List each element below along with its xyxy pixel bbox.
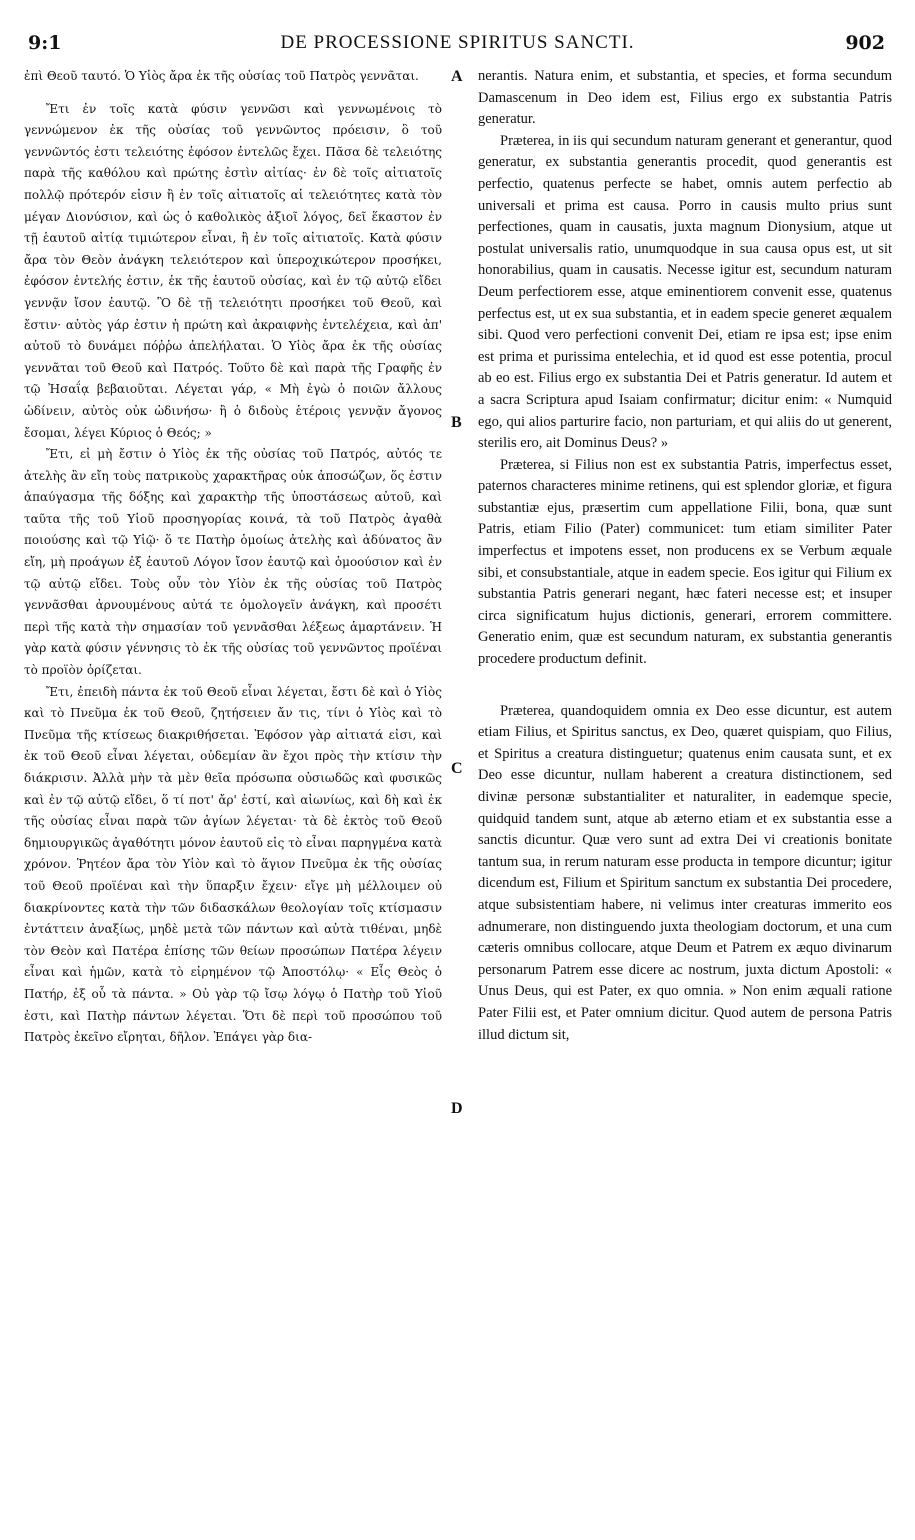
greek-paragraph: Ἔτι, ἐπειδὴ πάντα ἐκ τοῦ Θεοῦ εἶναι λέγεται, ἔστι δὲ καὶ ὁ Υἱὸς καὶ τὸ Πνεῦμα ἐκ τοῦ Θεοῦ, ζητήσειεν ἄν τις, τίνι ὁ Υἱὸς καὶ τὸ Πνεῦμα τῆς κτίσεως διακριθήσεται. Ἐφόσον γὰρ αἰτιατά εἰσι, καὶ ἐκ τοῦ Θεοῦ εἶναι λέγεται, οὐδεμίαν ἂν ἔχοι πρὸς τὴν κτίσιν τὴν διάκρισιν. Ἀλλὰ μὴν τὰ μὲν θεῖα πρόσωπα οὐσιωδῶς καὶ φυσικῶς καὶ ἐν τῷ αὐτῷ εἴδει, ὅ τί ποτ' ἄρ' ἐστί, καὶ αἰωνίως, καὶ δὴ καὶ ἐκ τῆς οὐσίας εἶναι παρὰ τῶν ἁγίων λέγεται· τὰ δὲ ἐκτὸς τοῦ Θεοῦ δημιουργικῶς ἀγαθότητι μόνον ἑαυτοῦ εἰς τὸ εἶναι παρηγμένα κατὰ χρόνον. Ῥητέον ἄρα τὸν Υἱὸν καὶ τὸ ἅγιον Πνεῦμα ἐκ τῆς οὐσίας τοῦ Θεοῦ προϊέναι καὶ τὴν ὕπαρξιν ἔχειν· εἴγε μὴ μέλλοιμεν οὐ διακρίνοντες κατὰ τὴν τῶν διδασκάλων θεολογίαν τοῖς κτίσμασιν ἐντάττειν ἀναξίως, μηδὲ μετὰ τῶν πάντων καὶ αὐτὰ τιθέναι, μηδὲ τὸν Θεὸν καὶ Πατέρα ἐπίσης τῶν θείων προσώπων Πατέρα λέγειν εἶναι καὶ ἡμῶν, κατὰ τὸ εἰρημένον τῷ Ἀποστόλῳ· « Εἷς Θεὸς ὁ Πατήρ, ἐξ οὗ τὰ πάντα. » Οὐ γὰρ τῷ ἴσῳ λόγῳ ὁ Πατὴρ τοῦ Υἱοῦ ἐστι, καὶ Πατὴρ πάντων λέγεται. Ὅτι δὲ περὶ τοῦ προσώπου τοῦ Πατρὸς ἐκεῖνο εἴρηται, δῆλον. Ἐπάγει γὰρ δια-: [24, 684, 442, 1045]
margin-marker-a: A: [451, 68, 463, 85]
latin-paragraph: Præterea, quandoquidem omnia ex Deo esse dicuntur, est autem etiam Filius, et Spiritus sanctus, ex Deo, quæret quispiam, quo Filius, et Spiritus a creatura distinguetur; quatenus enim causata sunt, et ex Deo esse dicuntur, nullam haberent a creatura distinctionem, sed divinæ personæ substantialiter et naturaliter, in eademque specie, quidquid tandem sunt, atque ab æterno etiam et ex substantia esse a sanctis dicuntur. Quæ vero sunt ad extra Dei vi creationis bonitate tantum sua, in rerum naturam esse producta in tempore dicuntur; igitur dicendum est, Filium et Spiritum sanctum ex substantia Dei procedere, atque subsistentiam habere, ni velimus inter creaturas immerito eos adnumerare, non distinguendo juxta theologiam doctorum, et una cum cæteris omnibus collocare, atque Deum et Patrem ex æquo divinarum personarum Patrem esse dicere ac nostrum, juxta dictum Apostoli: « Unus Deus, qui est Pater, ex quo omnia. » Non enim æquali ratione Pater Filii est, et Pater omnium dicitur. Quod autem de persona Patris illud dictum sit,: [478, 702, 892, 1043]
greek-paragraph: ἐπὶ Θεοῦ ταυτό. Ὁ Υἱὸς ἄρα ἐκ τῆς οὐσίας τοῦ Πατρὸς γεννᾶται.: [24, 69, 419, 83]
greek-paragraph: Ἔτι ἐν τοῖς κατὰ φύσιν γεννῶσι καὶ γεννωμένοις τὸ γεννώμενον ἐκ τῆς οὐσίας τοῦ γεννῶντος πρόεισιν, ὃ τοῦ γεννῶντός ἐστι τελειότης ἐφόσον ἐντελῶς ἔχει. Πᾶσα δὲ τελειότης παρὰ τῆς καθόλου καὶ πρώτης ἐστὶν αἰτίας· ἐν δὲ τοῖς αἰτιατοῖς πολλῷ πρότερόν εἰσιν ἢ ἐν τοῖς αἰτιατοῖς αἱ τελειότητες κατὰ τὸν μέγαν Διονύσιον, καὶ ὡς ὁ καθολικὸς ἀξιοῖ λόγος, δεῖ ἕκαστον ἐν τῇ ἑαυτοῦ αἰτίᾳ τιμιώτερον εἶναι, ἢ ἐν τοῖς αἰτιατοῖς. Κατὰ φύσιν ἄρα τὸν Θεὸν ἀνάγκη τελειότερον καὶ ὑπεροχικώτερον προσήκει, ἐφόσον ἐντελής ἐστιν, ἐκ τῆς ἑαυτοῦ οὐσίας, καὶ ἐν τῷ αὐτῷ εἴδει γεννᾷν ἴσον ἑαυτῷ. Ὃ δὲ τῇ τελειότητι προσήκει τοῦ Θεοῦ, καὶ ἔστιν· αὐτὸς γάρ ἐστιν ἡ πρώτη καὶ ἀκραιφνὴς ἐντελέχεια, καὶ ἀπ' αὐτοῦ τὸ δυνάμει πόῤῥω ἀπελήλαται. Ὁ Υἱὸς ἄρα ἐκ τῆς οὐσίας γεννᾶται τοῦ Θεοῦ καὶ Πατρός. Τοῦτο δὲ καὶ παρὰ τῆς Γραφῆς ἐν τῷ Ἠσαΐᾳ βεβαιοῦται. Λέγεται γάρ, « Μὴ ἐγὼ ὁ ποιῶν ἄλλους ὠδίνειν, αὐτὸς οὐκ ὠδινήσω· ἢ ὁ διδοὺς ἑτέροις γεννᾷν ἄγονος ἔσομαι, λέγει Κύριος ὁ Θεός; »: [24, 101, 442, 440]
margin-marker-b: B: [451, 414, 462, 431]
latin-paragraph: nerantis. Natura enim, et substantia, et species, et forma secundum Damascenum in Deo idem est, Filius ergo ex substantia Patris generatur.: [478, 68, 892, 128]
latin-column: [478, 66, 892, 1046]
greek-paragraph: Ἔτι, εἰ μὴ ἔστιν ὁ Υἱὸς ἐκ τῆς οὐσίας τοῦ Πατρός, αὐτός τε ἀτελὴς ἂν εἴη τοὺς πατρικοὺς χαρακτῆρας οὐκ ἀποσώζων, ὅς ἐστιν ἀπαύγασμα τῆς δόξης καὶ χαρακτὴρ τῆς ὑποστάσεως αὐτοῦ, καὶ ταῦτα τῆς τοῦ Υἱοῦ προσηγορίας κοινά, τὰ τοῦ Πατρὸς ἀγαθὰ ποιούσης καὶ τῷ Υἱῷ· ὅ τε Πατὴρ ὁμοίως ἀτελὴς καὶ ἀδύνατος ἂν εἴη, μὴ προάγων ἐξ ἑαυτοῦ Λόγον ἴσον ἑαυτῷ καὶ ὁμοούσιον καὶ ἐν τῷ αὐτῷ εἴδει. Τοὺς οὖν τὸν Υἱὸν ἐκ τῆς οὐσίας τοῦ Πατρὸς γεννᾶσθαι ἀρνουμένους αὐτά τε ὁμολογεῖν ἀνάγκη, καὶ προσέτι περὶ τῆς κατὰ τὴν σημασίαν τοῦ γεννᾶσθαι λέξεως ἁμαρτάνειν. Ἡ γὰρ κατὰ φύσιν γέννησις τὸ ἐκ τῆς οὐσίας τοῦ γεννῶντος προϊέναι τὸ προϊὸν ὁρίζεται.: [24, 447, 442, 678]
page-number-right: 902: [845, 32, 885, 54]
page-number-left: 9:1: [28, 32, 62, 54]
margin-marker-c: C: [451, 760, 463, 777]
margin-marker-d: D: [451, 1100, 463, 1117]
greek-column: [24, 66, 442, 1049]
running-title: DE PROCESSIONE SPIRITUS SANCTI.: [280, 32, 635, 53]
latin-paragraph: Præterea, in iis qui secundum naturam generant et generantur, quod generatur, ex substantia generantis procedit, quod generantis est perfectio, quatenus perfecte se habet, omnis autem perfectio ab universali et prima est causa. Porro in causis multo prius sunt perfectiones, quam in causatis, juxta magnum Dionysium, atque ut postulat universalis ratio, unumquodque in sua causa opus est, ut sit honorabilius, quam in causatis. Necesse igitur est, secundum naturam Deum perfectiorem esse, atque eminentiorem convenit esse, quatenus perfectus est, ut ex sua substantia, et in eadem specie generet æqualem sibi. Quod vero perfectioni convenit Dei, etiam re ipsa est; ipse enim est prima et purissima entelechia, et id quod est esse potentia, procul ab eo est. Filius ergo ex substantia Dei et Patris generatur. Id autem et a sacra Scriptura apud Isaiam confirmatur; dicitur enim: « Numquid ego, qui alios parturire facio, non parturiam, et qui aliis do ut generent, sterilis ero, ait Dominus Deus? »: [478, 132, 892, 452]
latin-paragraph: Præterea, si Filius non est ex substantia Patris, imperfectus esset, paternos characteres minime retinens, qui est splendor gloriæ, et figura substantiæ ejus, præsertim cum appellatione Filii, bona, quæ sunt Patris, etiam Filio (Pater) communicet: tum etiam similiter Pater imperfectus et impotens esset, non producens ex se Verbum æquale sibi, et consubstantiale, atque in eadem specie. Eos igitur qui Filium ex substantia Patris generari negant, hæc fateri necesse est; et insuper circa significatum hujus dictionis, generari, errorem committere. Generatio enim, quæ est secundum naturam, ex substantia generantis procedere productum definit.: [478, 456, 892, 668]
running-header: [0, 32, 915, 62]
